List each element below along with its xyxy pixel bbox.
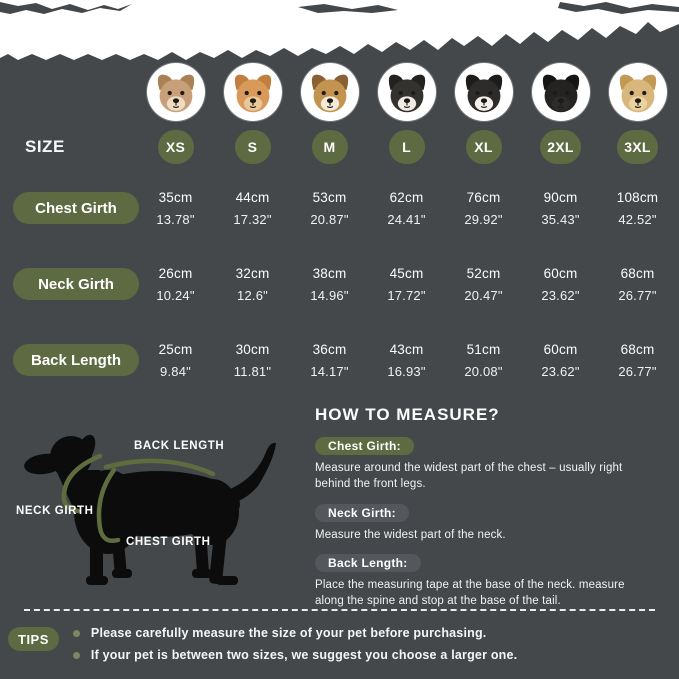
size-badge-cell — [522, 124, 599, 170]
diagram-label-neck-girth: NECK GIRTH — [16, 505, 94, 517]
value-inch: 13.78" — [156, 211, 195, 227]
value-inch: 17.32" — [233, 211, 272, 227]
value-cm: 62cm — [389, 189, 424, 205]
size-badge-3xl: 3XL — [617, 130, 658, 164]
measurement-value-cell — [214, 246, 291, 322]
photo-row-spacer — [3, 60, 137, 124]
measure-item — [315, 437, 667, 493]
value-inch: 42.52" — [618, 211, 657, 227]
value-cm: 53cm — [312, 189, 347, 205]
value-inch: 16.93" — [387, 363, 426, 379]
measurement-value-cell — [599, 322, 676, 398]
measurement-value-cell — [599, 170, 676, 246]
boston-terrier-dog-icon — [378, 63, 436, 121]
value-cm: 68cm — [620, 265, 655, 281]
dog-photo-cell — [599, 60, 676, 124]
measure-item-label: Back Length: — [315, 554, 421, 572]
value-cm: 30cm — [235, 341, 270, 357]
measurement-value-cell — [137, 322, 214, 398]
dog-photo-cell — [445, 60, 522, 124]
dog-photo-cell — [291, 60, 368, 124]
size-table — [3, 60, 676, 398]
measurement-value-cell — [445, 322, 522, 398]
row-label-cell — [3, 246, 137, 322]
size-badge-cell — [368, 124, 445, 170]
size-badge-cell — [445, 124, 522, 170]
measure-item-text: Measure the widest part of the neck. — [315, 528, 506, 541]
how-to-measure-title: HOW TO MEASURE? — [315, 405, 500, 424]
beagle-dog-icon — [301, 63, 359, 121]
row-label-back-length: Back Length — [13, 344, 139, 376]
value-inch: 35.43" — [541, 211, 580, 227]
measurement-value-cell — [291, 322, 368, 398]
value-inch: 24.41" — [387, 211, 426, 227]
size-header-label: SIZE — [25, 137, 65, 156]
value-cm: 43cm — [389, 341, 424, 357]
chihuahua-dog-icon — [147, 63, 205, 121]
value-cm: 108cm — [616, 189, 659, 205]
measurement-value-cell — [291, 170, 368, 246]
tips-badge: TIPS — [8, 627, 59, 651]
dog-photo-cell — [368, 60, 445, 124]
bullet-dot-icon — [73, 652, 80, 659]
measurement-value-cell — [214, 170, 291, 246]
border-collie-dog-icon — [455, 63, 513, 121]
measuring-diagram — [8, 412, 313, 602]
tip-item — [73, 626, 517, 640]
size-badge-l: L — [389, 130, 425, 164]
value-cm: 26cm — [158, 265, 193, 281]
measurement-value-cell — [368, 322, 445, 398]
black-labrador-dog-icon — [532, 63, 590, 121]
value-cm: 90cm — [543, 189, 578, 205]
measurement-value-cell — [291, 246, 368, 322]
measure-item-label: Neck Girth: — [315, 504, 409, 522]
size-badge-m: M — [312, 130, 348, 164]
golden-retriever-dog-icon — [609, 63, 667, 121]
value-inch: 9.84" — [160, 363, 191, 379]
row-label-cell — [3, 322, 137, 398]
measurement-value-cell — [137, 246, 214, 322]
bullet-dot-icon — [73, 630, 80, 637]
value-inch: 17.72" — [387, 287, 426, 303]
value-cm: 51cm — [466, 341, 501, 357]
dashed-separator — [24, 609, 655, 611]
tip-item — [73, 648, 517, 662]
size-badge-cell — [214, 124, 291, 170]
value-inch: 14.96" — [310, 287, 349, 303]
dog-photo-cell — [137, 60, 214, 124]
value-cm: 60cm — [543, 265, 578, 281]
measurement-value-cell — [214, 322, 291, 398]
value-inch: 26.77" — [618, 287, 657, 303]
size-badge-cell — [599, 124, 676, 170]
how-to-measure-section — [315, 405, 667, 621]
row-label-cell — [3, 170, 137, 246]
size-badge-xl: XL — [466, 130, 502, 164]
value-inch: 23.62" — [541, 287, 580, 303]
value-cm: 44cm — [235, 189, 270, 205]
value-inch: 26.77" — [618, 363, 657, 379]
value-cm: 35cm — [158, 189, 193, 205]
measurement-value-cell — [522, 246, 599, 322]
measurement-value-cell — [522, 170, 599, 246]
measure-item — [315, 504, 667, 543]
value-cm: 38cm — [312, 265, 347, 281]
size-badge-xs: XS — [158, 130, 194, 164]
value-inch: 23.62" — [541, 363, 580, 379]
size-badge-2xl: 2XL — [540, 130, 581, 164]
diagram-label-back-length: BACK LENGTH — [134, 440, 225, 452]
value-inch: 29.92" — [464, 211, 503, 227]
dog-photo-cell — [214, 60, 291, 124]
value-inch: 10.24" — [156, 287, 195, 303]
tip-text: Please carefully measure the size of your pet before purchasing. — [90, 626, 487, 640]
measurement-value-cell — [368, 246, 445, 322]
value-inch: 20.08" — [464, 363, 503, 379]
value-inch: 14.17" — [310, 363, 349, 379]
value-cm: 45cm — [389, 265, 424, 281]
size-header-cell — [3, 124, 137, 170]
tip-text: If your pet is between two sizes, we suggest you choose a larger one. — [90, 648, 518, 662]
value-cm: 32cm — [235, 265, 270, 281]
measurement-value-cell — [522, 322, 599, 398]
value-cm: 25cm — [158, 341, 193, 357]
measurement-value-cell — [368, 170, 445, 246]
measurement-value-cell — [137, 170, 214, 246]
row-label-chest-girth: Chest Girth — [13, 192, 139, 224]
tips-section — [8, 626, 517, 670]
value-inch: 11.81" — [233, 363, 272, 379]
measure-item-text: Measure around the widest part of the chest – usually right behind the front legs. — [315, 462, 623, 491]
tips-list — [73, 626, 517, 670]
value-inch: 20.47" — [464, 287, 503, 303]
measure-items — [315, 437, 667, 610]
value-cm: 52cm — [466, 265, 501, 281]
row-label-neck-girth: Neck Girth — [13, 268, 139, 300]
value-cm: 60cm — [543, 341, 578, 357]
measurement-value-cell — [445, 246, 522, 322]
measure-item-label: Chest Girth: — [315, 437, 414, 455]
torn-paper-edge — [0, 0, 679, 64]
value-inch: 12.6" — [237, 287, 268, 303]
size-badge-cell — [291, 124, 368, 170]
value-inch: 20.87" — [310, 211, 349, 227]
diagram-label-chest-girth: CHEST GIRTH — [126, 536, 211, 548]
value-cm: 68cm — [620, 341, 655, 357]
pomeranian-dog-icon — [224, 63, 282, 121]
measure-item-text: Place the measuring tape at the base of the neck. measure along the spine and stop at the base of the tail. — [315, 578, 625, 608]
size-badge-s: S — [235, 130, 271, 164]
measurement-value-cell — [599, 246, 676, 322]
size-badge-cell — [137, 124, 214, 170]
measurement-value-cell — [445, 170, 522, 246]
value-cm: 76cm — [466, 189, 501, 205]
measure-item — [315, 554, 667, 610]
value-cm: 36cm — [312, 341, 347, 357]
dog-photo-cell — [522, 60, 599, 124]
